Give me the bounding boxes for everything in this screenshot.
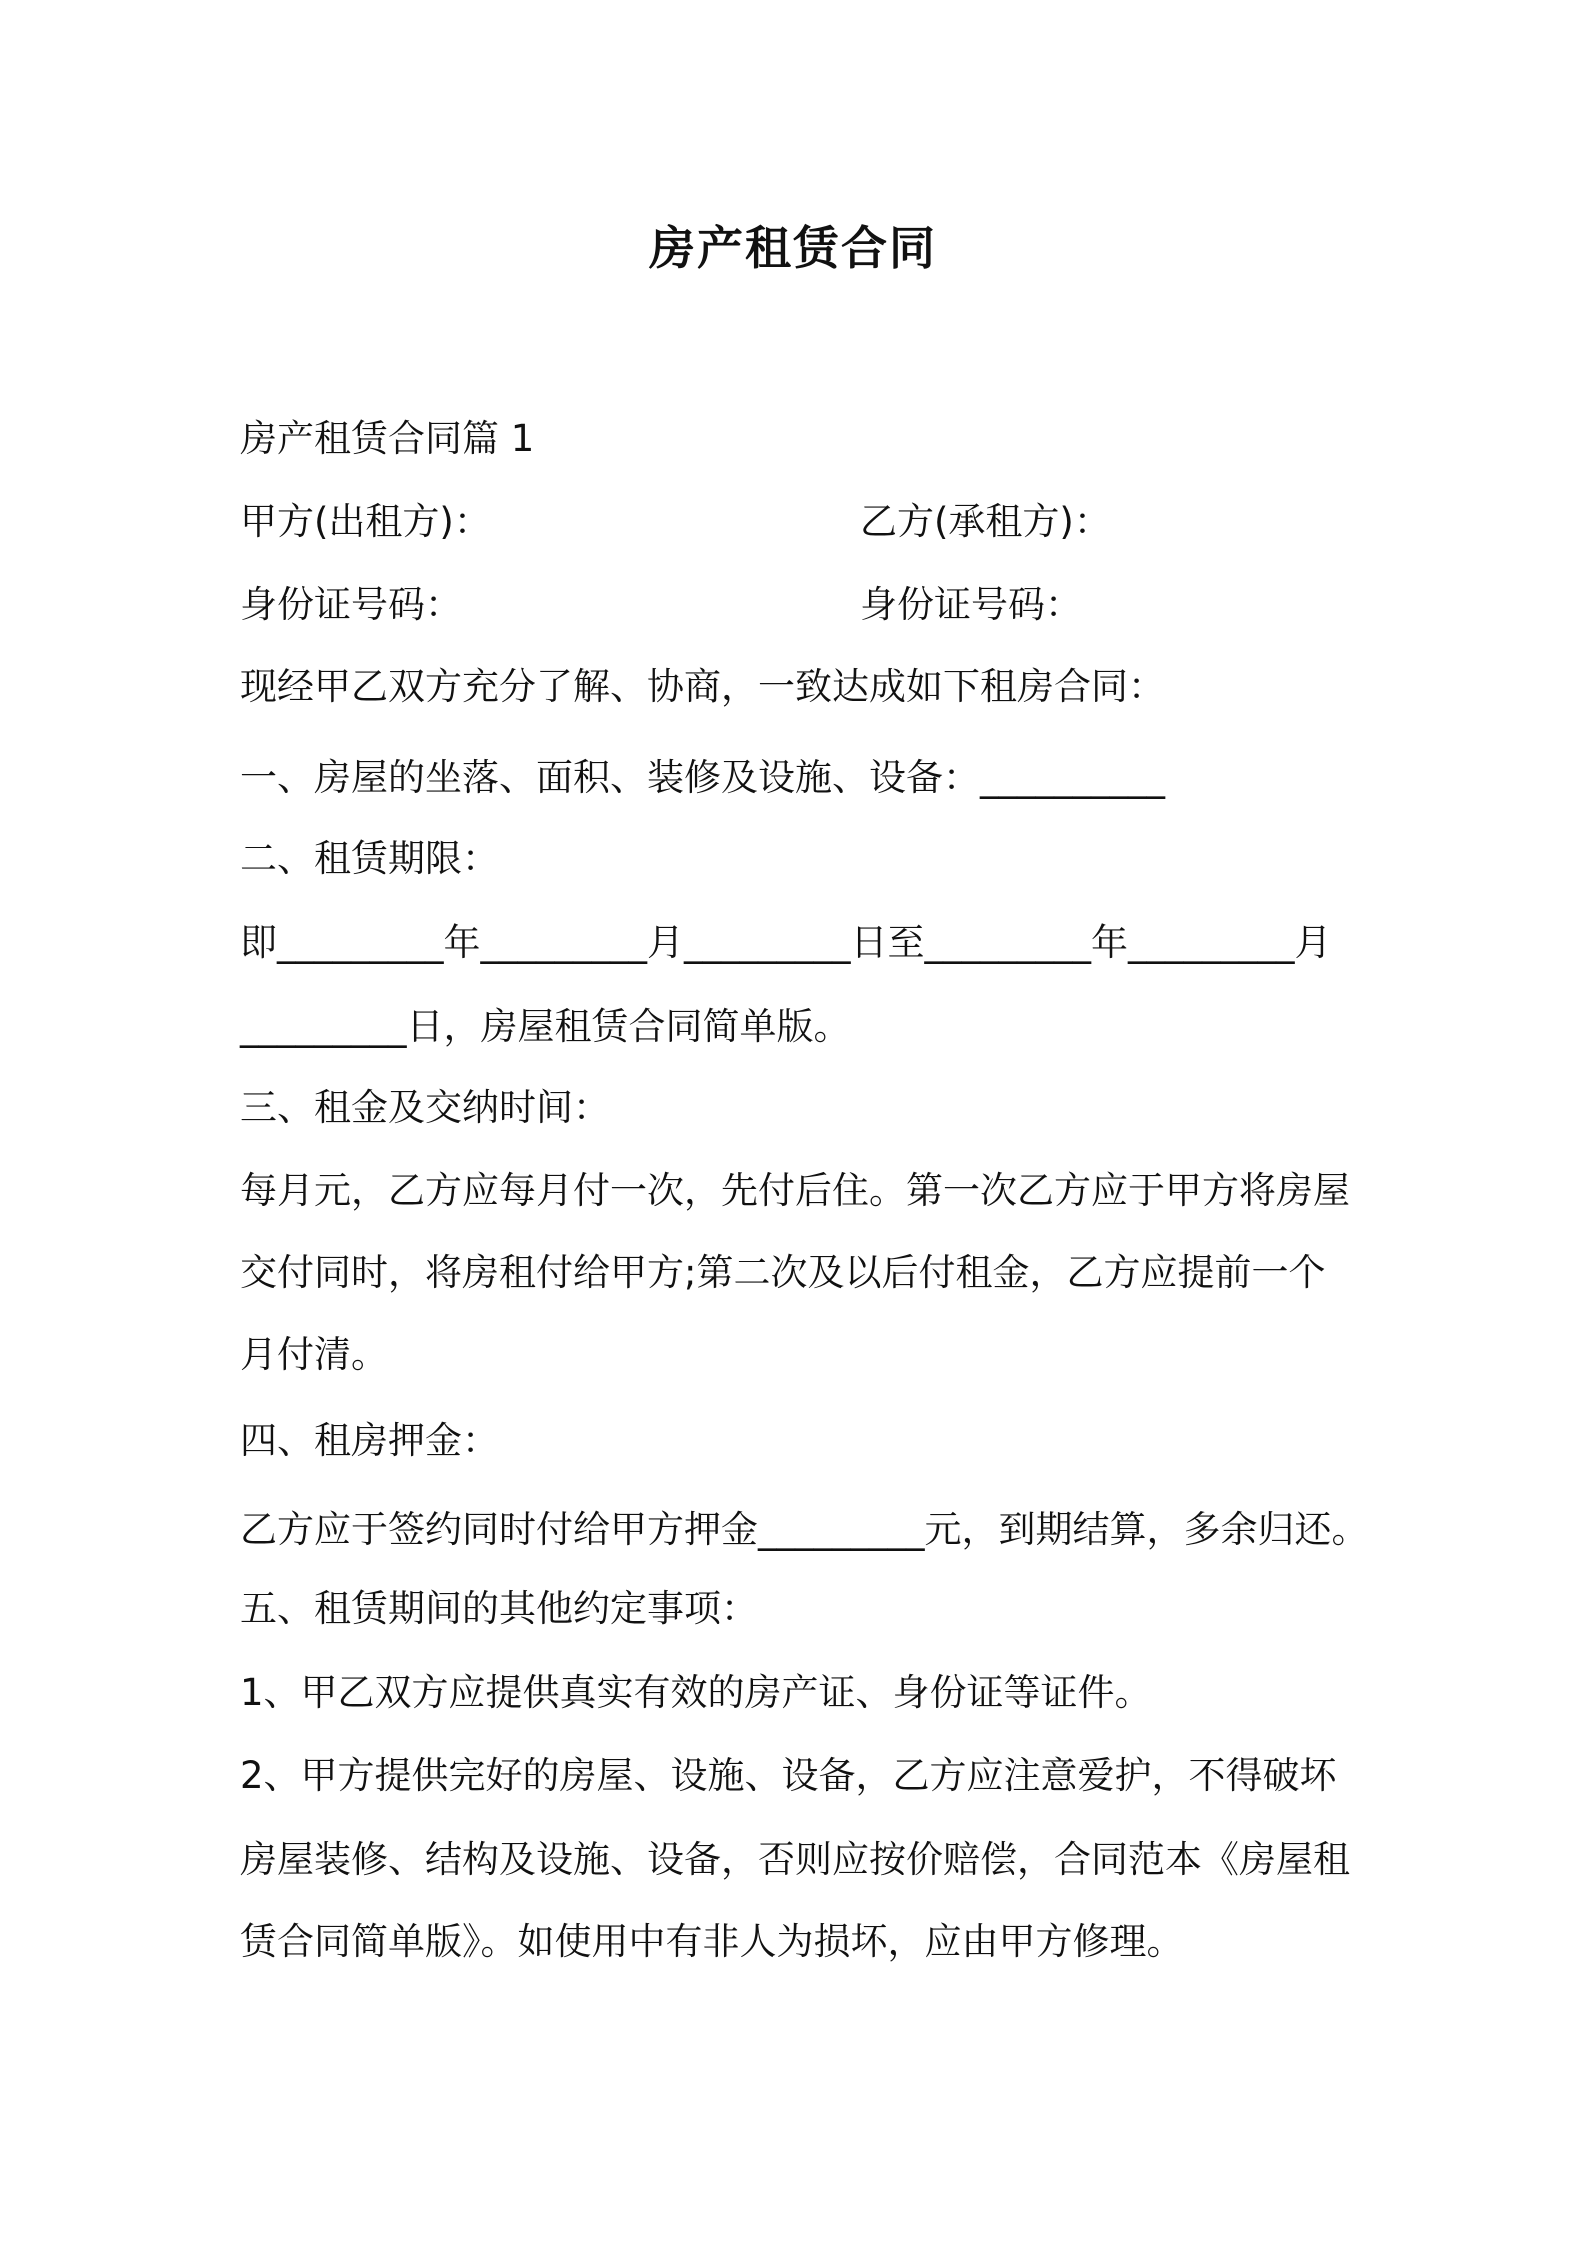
section-title: 房产租赁合同篇 1 xyxy=(240,417,535,460)
clause-5-heading: 五、租赁期间的其他约定事项： xyxy=(240,1587,758,1630)
intro-paragraph: 现经甲乙双方充分了解、协商，一致达成如下租房合同： xyxy=(240,665,1165,708)
clause-5-item-2-line-1: 2、甲方提供完好的房屋、设施、设备，乙方应注意爱护，不得破坏 xyxy=(240,1754,1337,1797)
clause-3-line-1: 每月元，乙方应每月付一次，先付后住。第一次乙方应于甲方将房屋 xyxy=(240,1169,1350,1212)
clause-4-line-1: 乙方应于签约同时付给甲方押金_________元，到期结算，多余归还。 xyxy=(240,1508,1369,1551)
clause-3-line-3: 月付清。 xyxy=(240,1333,388,1376)
party-b-label: 乙方(承租方)： xyxy=(860,500,1111,543)
clause-3-line-2: 交付同时，将房租付给甲方;第二次及以后付租金，乙方应提前一个 xyxy=(240,1251,1326,1294)
clause-5-item-1: 1、甲乙双方应提供真实有效的房产证、身份证等证件。 xyxy=(240,1671,1152,1714)
document-title: 房产租赁合同 xyxy=(649,221,937,275)
clause-5-item-2-line-2: 房屋装修、结构及设施、设备，否则应按价赔偿，合同范本《房屋租 xyxy=(240,1838,1350,1881)
clause-5-item-2-line-3: 赁合同简单版》。如使用中有非人为损坏，应由甲方修理。 xyxy=(240,1920,1184,1963)
clause-4-heading: 四、租房押金： xyxy=(240,1419,499,1462)
party-a-label: 甲方(出租方)： xyxy=(240,500,491,543)
party-b-id-label: 身份证号码： xyxy=(860,583,1082,626)
clause-2-heading: 二、租赁期限： xyxy=(240,837,499,880)
clause-3-heading: 三、租金及交纳时间： xyxy=(240,1086,610,1129)
clause-1: 一、房屋的坐落、面积、装修及设施、设备：__________ xyxy=(240,756,1165,799)
clause-2-line-1: 即_________年_________月_________日至_________年_________月 xyxy=(240,921,1332,964)
clause-2-line-2: _________日，房屋租赁合同简单版。 xyxy=(240,1005,851,1048)
party-a-id-label: 身份证号码： xyxy=(240,583,462,626)
